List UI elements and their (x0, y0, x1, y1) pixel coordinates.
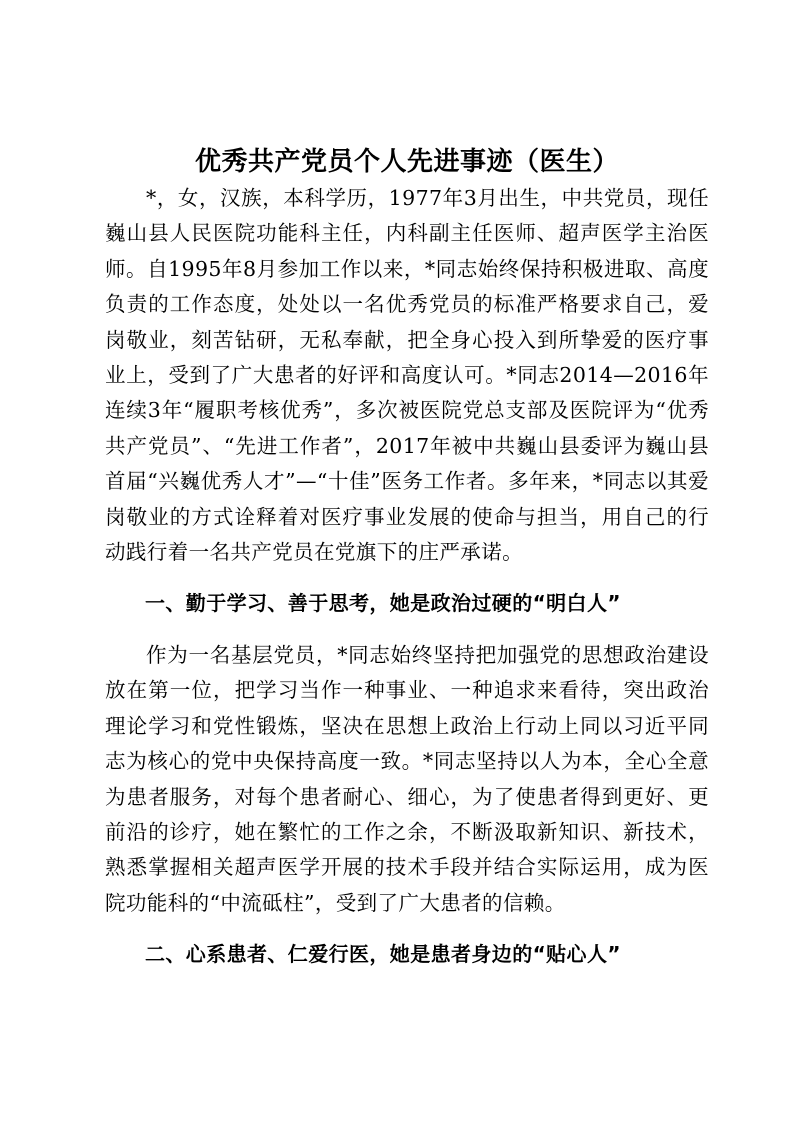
section-heading-1: 一、勤于学习、善于思考，她是政治过硬的“明白人” (145, 591, 621, 616)
document-title: 优秀共产党员个人先进事迹（医生） (194, 147, 619, 177)
body-paragraph-intro: *，女，汉族，本科学历，1977年3月出生，中共党员，现任巍山县人民医院功能科主任，内科副主任医师、超声医学主治医师。自1995年8月参加工作以来，*同志始终保持积极进取、高度负责的工作态度，处处以一名优秀党员的标准严格要求自己，爱岗敬业，刻苦钻研，无私奉献，把全身心投入到所挚爱的医疗事业上，受到了广大患者的好评和高度认可。*同志2014—2016年连续3年“履职考核优秀”，多次被医院党总支部及医院评为“优秀共产党员”、“先进工作者”，2017年被中共巍山县委评为巍山县首届“兴巍优秀人才”—“十佳”医务工作者。多年来，*同志以其爱岗敬业的方式诠释着对医疗事业发展的使命与担当，用自己的行动践行着一名共产党员在党旗下的庄严承诺。 (105, 186, 709, 565)
section-heading-2: 二、心系患者、仁爱行医，她是患者身边的“贴心人” (145, 942, 621, 967)
body-paragraph-section-1: 作为一名基层党员，*同志始终坚持把加强党的思想政治建设放在第一位，把学习当作一种事业、一种追求来看待，突出政治理论学习和党性锻炼，坚决在思想上政治上行动上同以习近平同志为核心的党中央保持高度一致。*同志坚持以人为本，全心全意为患者服务，对每个患者耐心、细心，为了使患者得到更好、更前沿的诊疗，她在繁忙的工作之余，不断汲取新知识、新技术，熟悉掌握相关超声医学开展的技术手段并结合实际运用，成为医院功能科的“中流砥柱”，受到了广大患者的信赖。 (105, 642, 709, 915)
document-page (105, 143, 709, 973)
